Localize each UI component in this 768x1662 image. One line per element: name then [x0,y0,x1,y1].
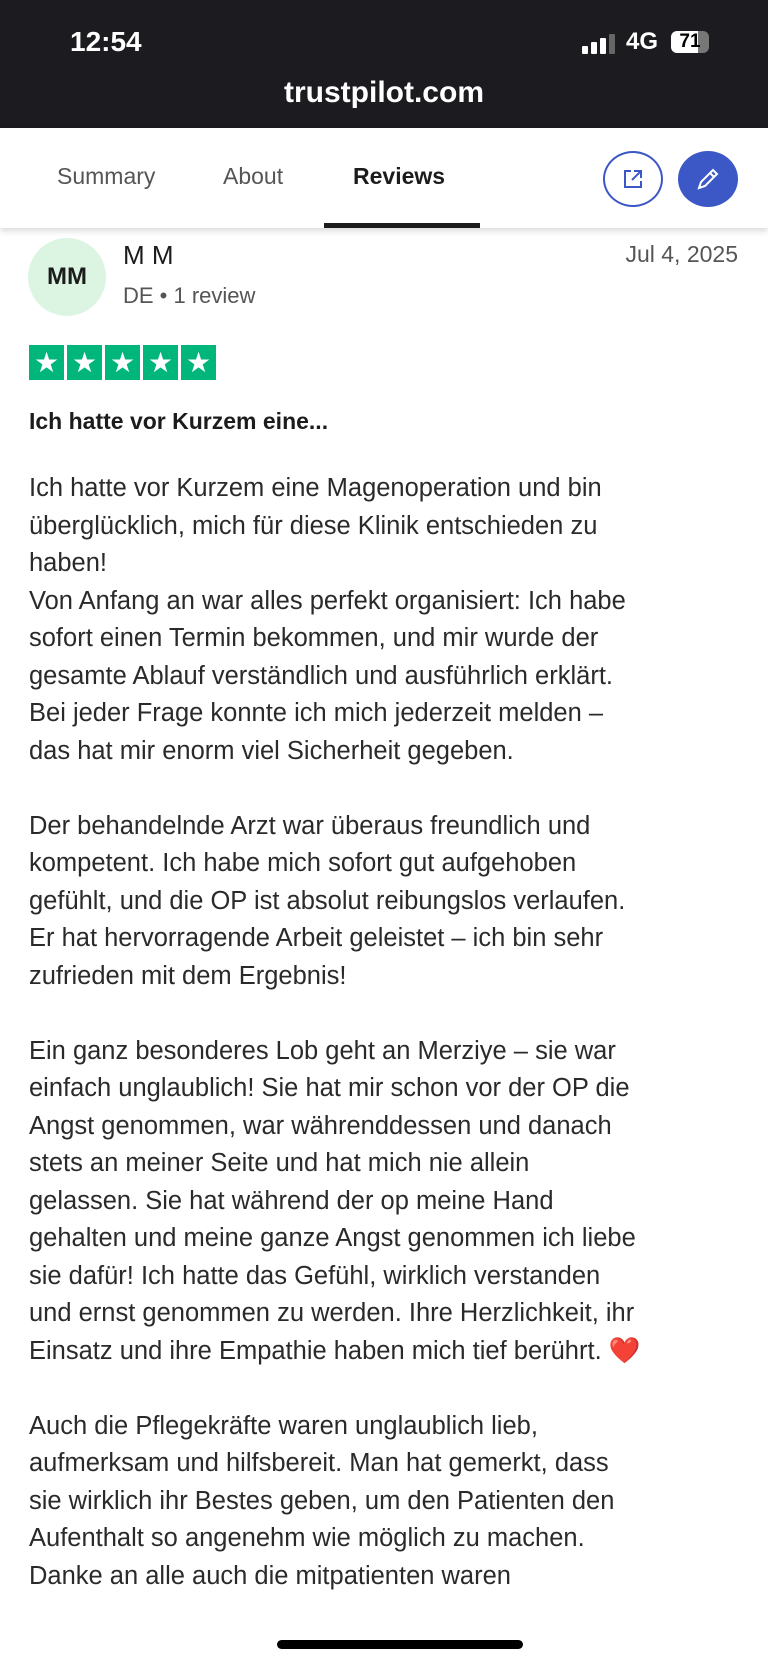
star-icon: ★ [181,345,216,380]
star-icon: ★ [29,345,64,380]
tab-about[interactable]: About [223,163,284,189]
tab-bar [0,128,768,228]
pencil-icon [695,166,721,192]
review-paragraph [29,1408,641,1596]
review-line: haben! [29,549,107,577]
review-line: aufmerksam und hilfsbereit. Man hat gemerkt, dass [29,1449,609,1477]
tab-reviews[interactable]: Reviews [353,163,446,189]
review-paragraph [29,470,641,770]
share-button[interactable] [603,151,663,207]
network-type: 4G [626,28,659,55]
review-line: gesamte Ablauf verständlich und ausführlich erklärt. [29,661,613,690]
review-line: sofort einen Termin bekommen, und mir wurde der [29,624,599,652]
clock: 12:54 [70,26,142,57]
avatar[interactable]: MM [28,238,106,316]
review-paragraph [29,808,641,996]
write-review-button[interactable] [678,151,738,207]
review-line: Aufenthalt so angenehm wie möglich zu machen. [29,1524,585,1552]
review-paragraph [29,1033,641,1371]
star-icon: ★ [67,345,102,380]
review-line: Von Anfang an war alles perfekt organisiert: Ich habe [29,586,626,615]
review-body [29,470,641,1633]
star-rating [29,345,216,380]
review-line: Einsatz und ihre Empathie haben mich tief berührt. ❤️ [29,1336,641,1365]
review-line: Ich hatte vor Kurzem eine Magenoperation und bin [29,474,602,502]
signal-icon [582,34,615,54]
review-line: Ein ganz besonderes Lob geht an Merziye – sie war [29,1036,616,1065]
tab-summary[interactable]: Summary [57,163,156,189]
review-line: Bei jeder Frage konnte ich mich jederzeit melden – [29,699,604,727]
star-icon: ★ [105,345,140,380]
url-bar[interactable]: trustpilot.com [284,76,484,109]
review-line: gefühlt, und die OP ist absolut reibungslos verlaufen. [29,886,626,915]
review-line: und ernst genommen zu werden. Ihre Herzlichkeit, ihr [29,1299,635,1327]
review-line: gehalten und meine ganze Angst genommen ich liebe [29,1224,636,1252]
star-icon: ★ [143,345,178,380]
review-line: sie wirklich ihr Bestes geben, um den Patienten den [29,1486,615,1515]
reviewer-meta: DE • 1 review [123,283,256,308]
home-indicator[interactable] [277,1640,523,1649]
review-line: Danke an alle auch die mitpatienten waren [29,1561,511,1590]
review-line: stets an meiner Seite und hat mich nie allein [29,1149,530,1177]
review-line: Der behandelnde Arzt war überaus freundlich und [29,811,591,840]
status-bar [0,0,768,128]
review-line: überglücklich, mich für diese Klinik entschieden zu [29,511,598,540]
external-link-icon [622,168,644,190]
review-line: zufrieden mit dem Ergebnis! [29,961,347,990]
battery-icon: 71 [671,31,709,53]
review-line: einfach unglaublich! Sie hat mir schon vor der OP die [29,1074,630,1102]
review-line: Auch die Pflegekräfte waren unglaublich lieb, [29,1411,538,1440]
review-line: kompetent. Ich habe mich sofort gut aufgehoben [29,849,577,877]
review-line: das hat mir enorm viel Sicherheit gegeben. [29,736,514,765]
reviewer-name[interactable]: M M [123,240,174,270]
active-tab-indicator [324,223,480,228]
review-line: Angst genommen, war währenddessen und danach [29,1111,612,1140]
review-title: Ich hatte vor Kurzem eine... [29,408,329,434]
review-date: Jul 4, 2025 [625,241,738,267]
review-line: Er hat hervorragende Arbeit geleistet – ich bin sehr [29,924,604,952]
review-line: sie dafür! Ich hatte das Gefühl, wirklich verstanden [29,1261,601,1290]
review-line: gelassen. Sie hat während der op meine Hand [29,1186,554,1215]
